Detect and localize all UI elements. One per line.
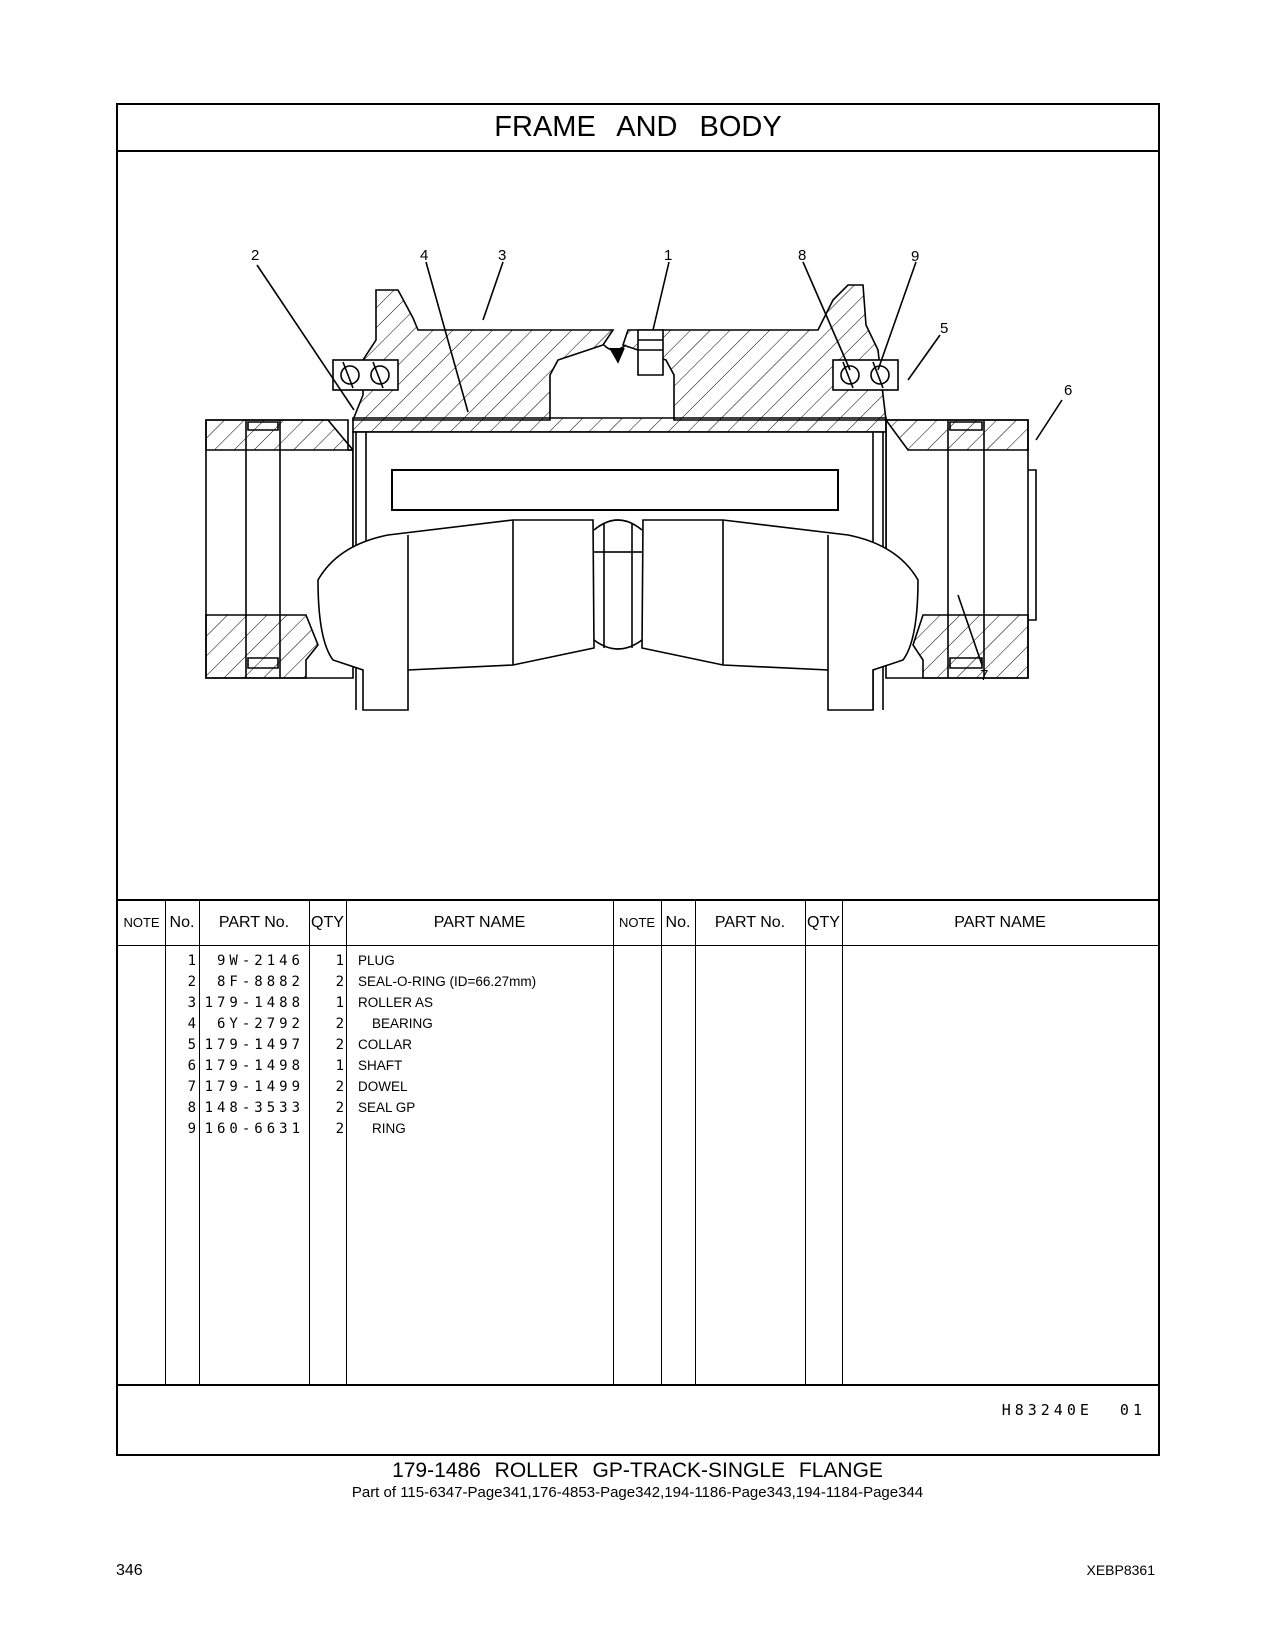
part-name: PLUG (358, 953, 395, 968)
part-number: 179-1488 (204, 995, 304, 1011)
table-row (118, 1079, 1158, 1101)
callout-4: 4 (420, 247, 429, 264)
callout-1: 1 (664, 247, 673, 264)
header-part-no: PART No. (218, 914, 290, 931)
callout-3: 3 (498, 247, 507, 264)
item-number: 9 (187, 1121, 196, 1137)
header-qty: QTY (311, 914, 344, 931)
part-number: 179-1499 (204, 1079, 304, 1095)
callout-7: 7 (980, 667, 989, 684)
quantity: 2 (335, 1079, 344, 1095)
part-name: RING (372, 1121, 406, 1136)
publication-id: XEBP8361 (1086, 1562, 1155, 1578)
part-number: 179-1498 (204, 1058, 304, 1074)
table-row (118, 1100, 1158, 1122)
part-number: 148-3533 (204, 1100, 304, 1116)
page-title: FRAME AND BODY (118, 105, 1158, 152)
group-references: Part of 115-6347-Page341,176-4853-Page342,194-1186-Page343,194-1184-Page344 (351, 1484, 924, 1501)
group-title: 179-1486 ROLLER GP-TRACK-SINGLE FLANGE (392, 1459, 883, 1482)
part-number: 9W-2146 (216, 953, 304, 969)
header-no: No. (169, 914, 195, 931)
part-name: COLLAR (358, 1037, 413, 1052)
table-row (118, 1058, 1158, 1080)
part-name: SHAFT (358, 1058, 403, 1073)
part-number: 160-6631 (204, 1121, 304, 1137)
part-name: DOWEL (358, 1079, 408, 1094)
table-row (118, 1037, 1158, 1059)
roller-cross-section-drawing (118, 150, 1158, 899)
table-row (118, 953, 1158, 975)
quantity: 1 (335, 953, 344, 969)
quantity: 1 (335, 995, 344, 1011)
table-row (118, 995, 1158, 1017)
header-no-right: No. (665, 914, 691, 931)
part-number: 8F-8882 (216, 974, 304, 990)
item-number: 1 (187, 953, 196, 969)
illustration-id: H83240E 01 (1001, 1401, 1146, 1419)
quantity: 2 (335, 1016, 344, 1032)
part-name: ROLLER AS (358, 995, 434, 1010)
header-note: NOTE (123, 915, 160, 930)
header-part-no-right: PART No. (714, 914, 786, 931)
quantity: 2 (335, 1100, 344, 1116)
quantity: 2 (335, 1037, 344, 1053)
table-row (118, 1121, 1158, 1143)
item-number: 8 (187, 1100, 196, 1116)
item-number: 5 (187, 1037, 196, 1053)
callout-2: 2 (251, 247, 260, 264)
item-number: 6 (187, 1058, 196, 1074)
header-note-right: NOTE (618, 915, 656, 930)
item-number: 3 (187, 995, 196, 1011)
header-part-name-right: PART NAME (954, 914, 1046, 931)
seal-right (833, 360, 898, 390)
part-number: 6Y-2792 (216, 1016, 304, 1032)
header-qty-right: QTY (807, 914, 840, 931)
parts-list-table (118, 899, 1158, 1386)
part-name: BEARING (372, 1016, 433, 1031)
parts-page-frame (116, 103, 1160, 1456)
part-number: 179-1497 (204, 1037, 304, 1053)
page-number: 346 (116, 1562, 143, 1579)
callout-5: 5 (940, 320, 949, 337)
item-number: 4 (187, 1016, 196, 1032)
header-part-name: PART NAME (433, 914, 526, 931)
callout-6: 6 (1064, 382, 1073, 399)
part-name: SEAL-O-RING (ID=66.27mm) (358, 974, 537, 989)
exploded-view-svg (118, 150, 1158, 899)
quantity: 2 (335, 1121, 344, 1137)
seal-left (333, 360, 398, 390)
callout-9: 9 (911, 248, 920, 265)
table-row (118, 974, 1158, 996)
quantity: 1 (335, 1058, 344, 1074)
callout-8: 8 (798, 247, 807, 264)
quantity: 2 (335, 974, 344, 990)
item-number: 7 (187, 1079, 196, 1095)
item-number: 2 (187, 974, 196, 990)
table-row (118, 1016, 1158, 1038)
part-name: SEAL GP (358, 1100, 416, 1115)
